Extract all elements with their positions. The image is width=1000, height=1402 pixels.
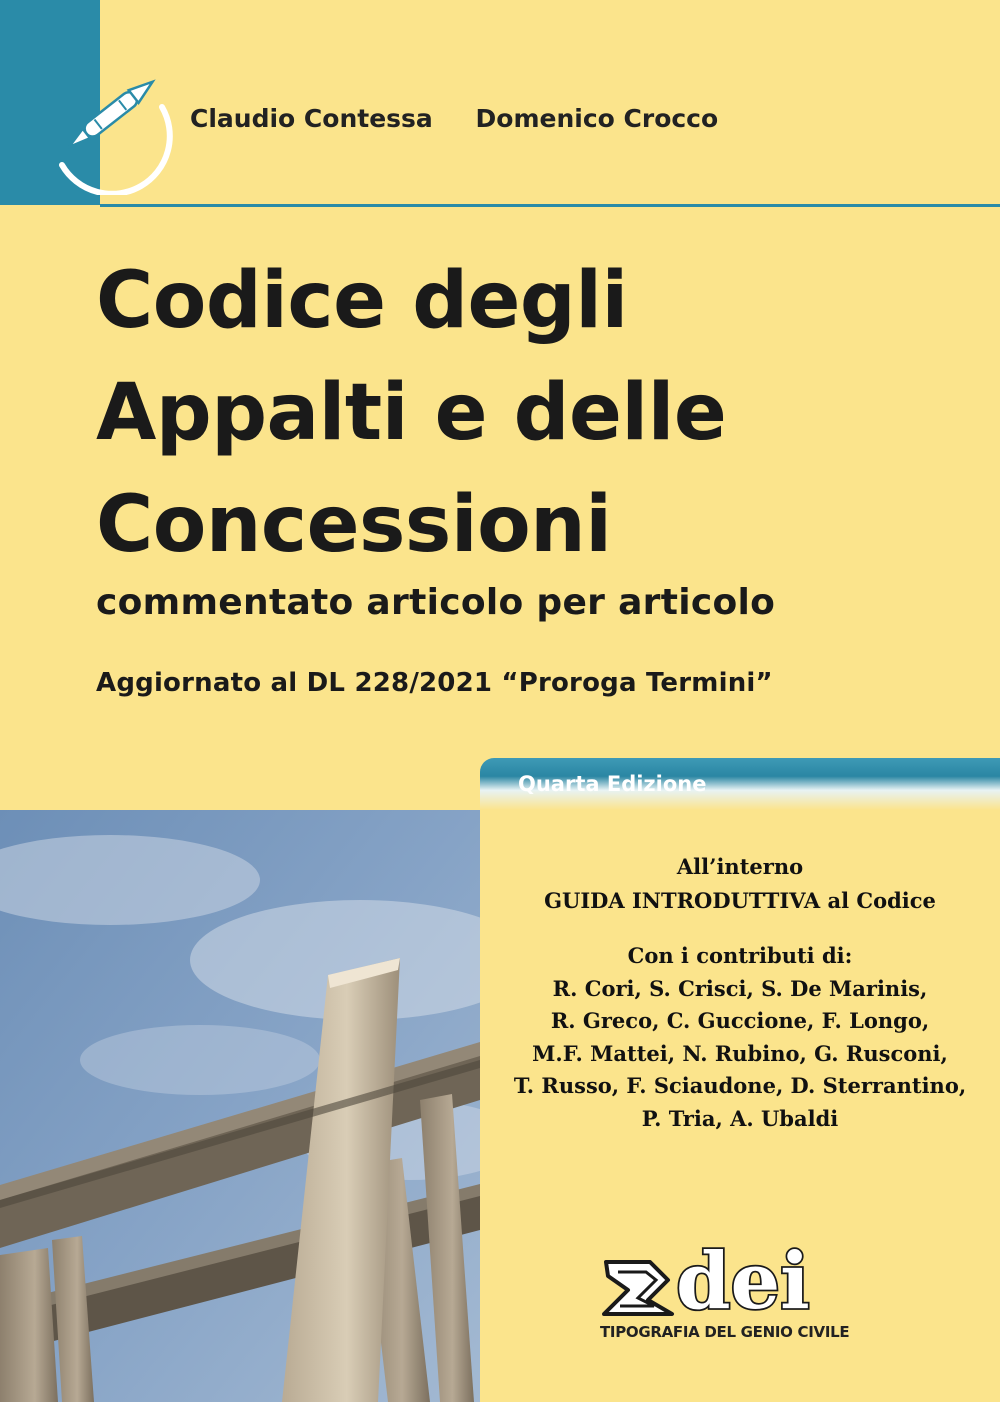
edition-label: Quarta Edizione bbox=[518, 772, 707, 796]
contributors-label: Con i contributi di: bbox=[627, 943, 853, 968]
author-name: Claudio Contessa bbox=[190, 104, 433, 133]
bridge-photo bbox=[0, 810, 480, 1402]
title-line: Appalti e delle bbox=[96, 368, 727, 458]
contributors-line: R. Cori, S. Crisci, S. De Marinis, bbox=[552, 975, 928, 1001]
guide-line: GUIDA INTRODUTTIVA al Codice bbox=[544, 888, 936, 913]
authors bbox=[190, 104, 718, 133]
publisher-name: dei bbox=[676, 1236, 810, 1327]
inside-intro: All’interno bbox=[676, 854, 804, 879]
update-note: Aggiornato al DL 228/2021 “Proroga Termini” bbox=[96, 668, 773, 698]
contributors-line: M.F. Mattei, N. Rubino, G. Rusconi, bbox=[532, 1040, 948, 1066]
contributors-line: T. Russo, F. Sciaudone, D. Sterrantino, bbox=[513, 1073, 967, 1098]
contributors-line: P. Tria, A. Ubaldi bbox=[641, 1105, 839, 1131]
title-line: Concessioni bbox=[96, 480, 612, 570]
top-rule bbox=[100, 204, 1000, 207]
contributors-line: R. Greco, C. Guccione, F. Longo, bbox=[550, 1008, 930, 1033]
book-title bbox=[96, 245, 726, 581]
fountain-pen-icon bbox=[40, 55, 180, 195]
book-subtitle: commentato articolo per articolo bbox=[96, 582, 776, 623]
publisher-tagline: TIPOGRAFIA DEL GENIO CIVILE bbox=[600, 1323, 850, 1341]
author-name: Domenico Crocco bbox=[475, 104, 719, 133]
inside-contents bbox=[480, 850, 1000, 1135]
title-line: Codice degli bbox=[96, 256, 628, 346]
